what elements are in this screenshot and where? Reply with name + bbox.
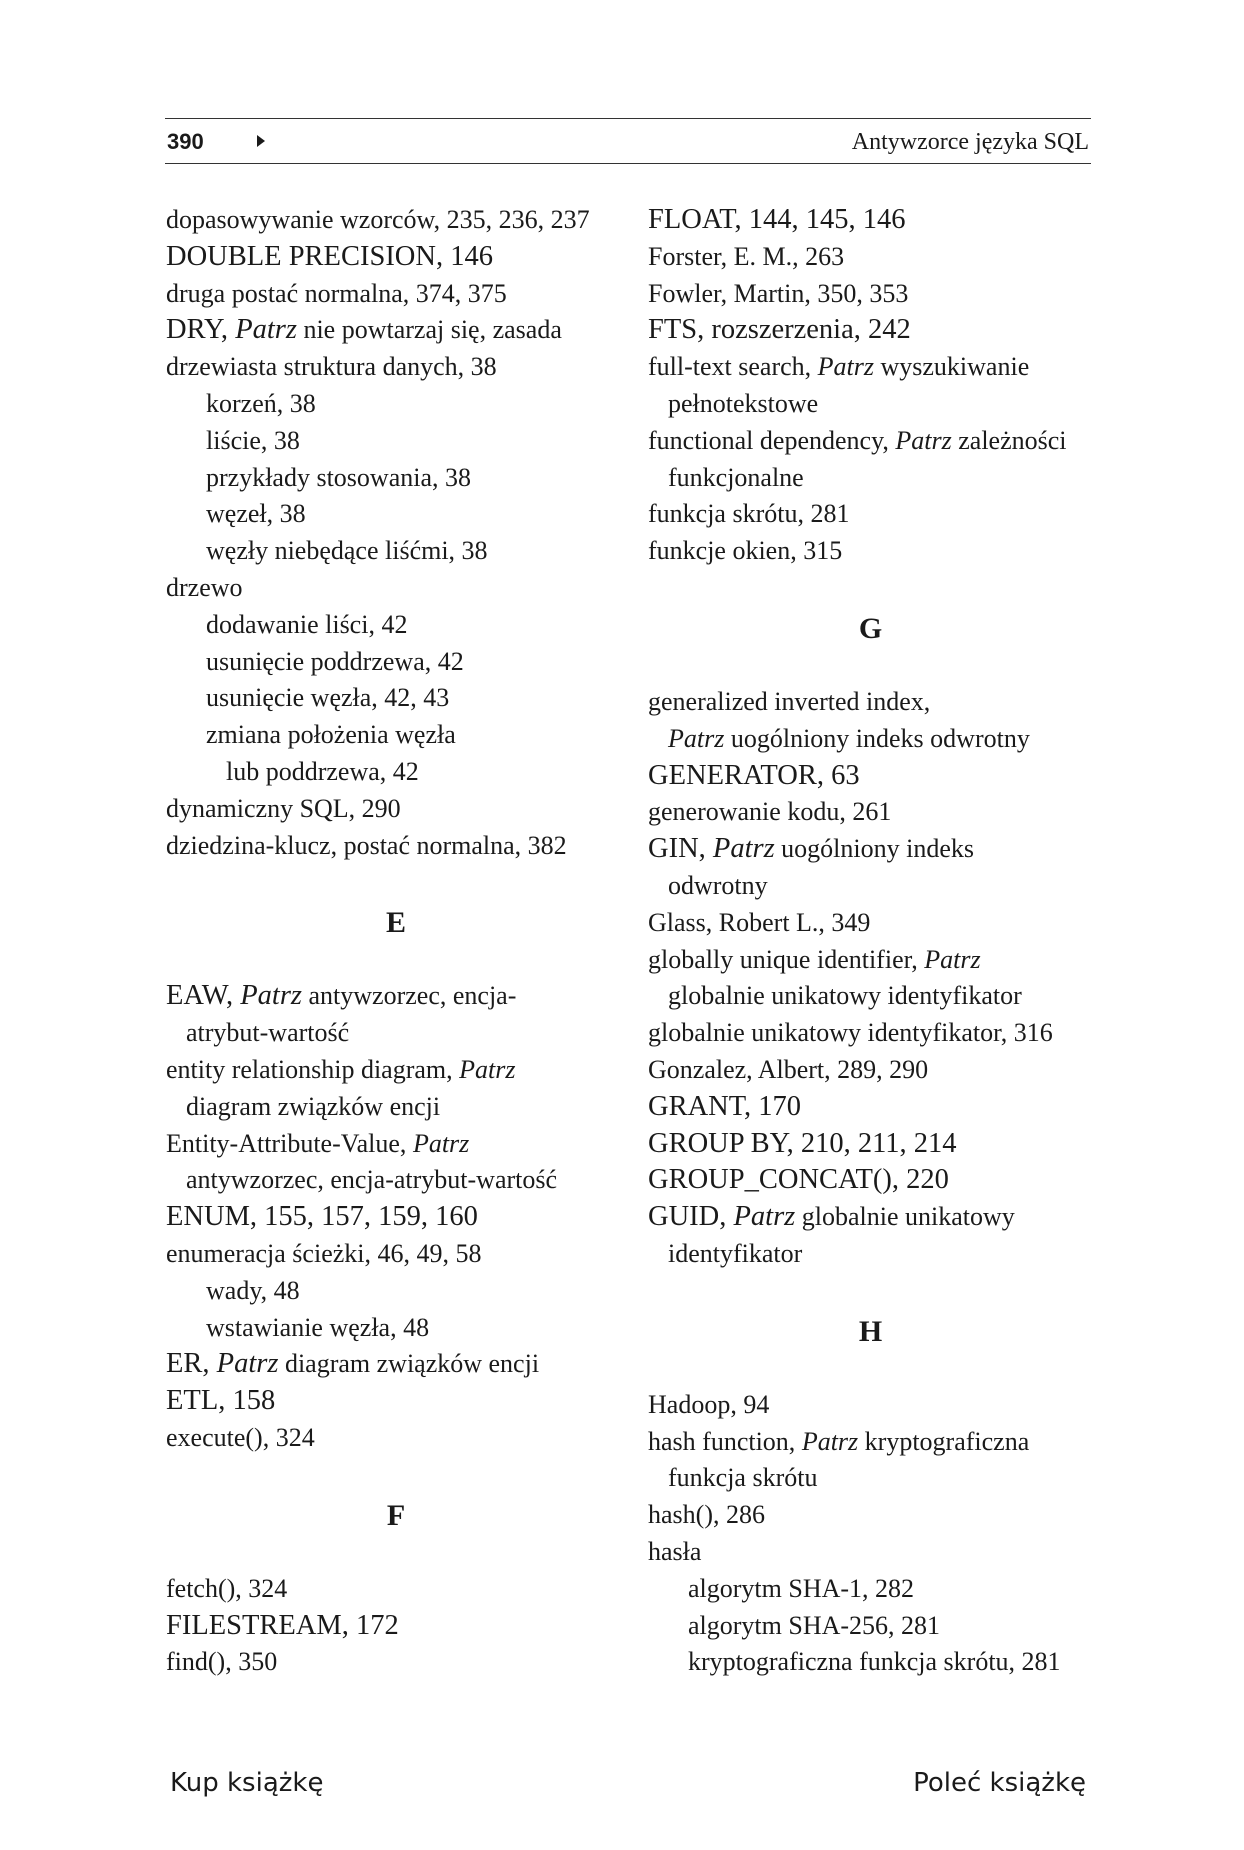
index-subentry: wady, 48 xyxy=(206,1275,300,1305)
entry-term: EAW, xyxy=(166,980,241,1012)
see-reference: Patrz xyxy=(412,1128,470,1158)
index-entry: Gonzalez, Albert, 289, 290 xyxy=(648,1054,929,1084)
entry-term: functional dependency, xyxy=(648,425,896,455)
index-entry: drzewo xyxy=(166,572,243,602)
index-entry: dynamiczny SQL, 290 xyxy=(166,793,401,823)
index-entry: Glass, Robert L., 349 xyxy=(648,907,871,937)
index-entry: druga postać normalna, 374, 375 xyxy=(166,278,507,308)
entry-term: globally unique identifier, xyxy=(648,944,925,974)
entry-term: hash function, xyxy=(648,1426,802,1456)
index-entry: Forster, E. M., 263 xyxy=(648,241,845,271)
index-entry: drzewiasta struktura danych, 38 xyxy=(166,352,497,382)
see-reference: Patrz xyxy=(817,352,874,382)
entry-term: entity relationship diagram, xyxy=(166,1054,460,1084)
see-target: diagram związków encji xyxy=(278,1349,540,1379)
index-subentry xyxy=(648,721,1093,758)
index-entry xyxy=(166,978,626,1015)
see-target: antywzorzec, encja- xyxy=(302,981,517,1011)
index-entry: execute(), 324 xyxy=(166,1422,315,1452)
index-subentry: węzły niebędące liśćmi, 38 xyxy=(206,536,488,566)
entry-term: full-text search, xyxy=(648,352,818,382)
section-letter: F xyxy=(386,1498,406,1532)
index-entry: DOUBLE PRECISION, 146 xyxy=(166,240,493,272)
see-reference: Patrz xyxy=(235,314,297,346)
index-subentry: funkcja skrótu xyxy=(668,1463,818,1493)
see-target: wyszukiwanie xyxy=(874,352,1030,382)
index-subentry: diagram związków encji xyxy=(186,1091,441,1121)
section-letter: G xyxy=(858,611,883,645)
index-entry: ETL, 158 xyxy=(166,1385,276,1417)
see-reference: Patrz xyxy=(712,833,775,865)
index-entry: hash(), 286 xyxy=(648,1500,765,1530)
index-subentry: algorytm SHA-1, 282 xyxy=(688,1573,915,1603)
see-target: globalnie unikatowy xyxy=(795,1202,1015,1232)
index-subentry: dodawanie liści, 42 xyxy=(206,609,408,639)
index-subentry: odwrotny xyxy=(668,870,768,900)
index-subentry: algorytm SHA-256, 281 xyxy=(688,1610,941,1640)
index-subentry: atrybut-wartość xyxy=(186,1018,350,1048)
index-entry xyxy=(648,1424,1093,1461)
index-entry: funkcje okien, 315 xyxy=(648,536,843,566)
index-subentry: pełnotekstowe xyxy=(668,388,819,418)
see-target: uogólniony indeks odwrotny xyxy=(724,723,1030,753)
index-subentry: zmiana położenia węzła xyxy=(206,720,456,750)
index-entry: hasła xyxy=(648,1536,702,1566)
index-subentry: kryptograficzna funkcja skrótu, 281 xyxy=(688,1647,1061,1677)
index-entry: GROUP_CONCAT(), 220 xyxy=(648,1164,949,1196)
index-entry xyxy=(166,1052,626,1089)
entry-term: Entity-Attribute-Value, xyxy=(166,1128,413,1158)
index-entry xyxy=(166,1126,626,1163)
page-number: 390 xyxy=(167,129,204,154)
index-entry: find(), 350 xyxy=(166,1647,278,1677)
index-subentry: korzeń, 38 xyxy=(206,388,316,418)
entry-term: GUID, xyxy=(648,1201,734,1233)
index-entry: globalnie unikatowy identyfikator, 316 xyxy=(648,1018,1053,1048)
running-header xyxy=(165,118,1091,164)
see-target: zależności xyxy=(951,425,1067,455)
see-reference: Patrz xyxy=(801,1426,859,1456)
see-reference: Patrz xyxy=(733,1201,796,1233)
recommend-book-link[interactable]: Poleć książkę xyxy=(913,1768,1086,1798)
see-reference: Patrz xyxy=(459,1054,516,1084)
see-target: nie powtarzaj się, zasada xyxy=(296,315,562,345)
index-entry: Hadoop, 94 xyxy=(648,1389,770,1419)
index-entry: GRANT, 170 xyxy=(648,1090,802,1122)
index-entry: dziedzina-klucz, postać normalna, 382 xyxy=(166,830,567,860)
index-entry xyxy=(166,312,626,349)
index-subentry: usunięcie węzła, 42, 43 xyxy=(206,683,450,713)
index-subentry: funkcjonalne xyxy=(668,462,804,492)
index-entry: dopasowywanie wzorców, 235, 236, 237 xyxy=(166,205,590,234)
section-letter: H xyxy=(858,1314,883,1348)
buy-book-link[interactable]: Kup książkę xyxy=(170,1768,324,1798)
index-entry: enumeracja ścieżki, 46, 49, 58 xyxy=(166,1238,482,1268)
see-reference: Patrz xyxy=(240,980,303,1012)
index-entry: Fowler, Martin, 350, 353 xyxy=(648,278,909,308)
index-subentry: węzeł, 38 xyxy=(206,499,306,529)
index-entry xyxy=(648,423,1093,460)
index-entry xyxy=(648,1199,1093,1236)
index-entry: GENERATOR, 63 xyxy=(648,759,860,791)
index-entry: fetch(), 324 xyxy=(166,1573,288,1603)
entry-term: ER, xyxy=(166,1348,217,1380)
index-entry xyxy=(648,349,1093,386)
index-subentry: liście, 38 xyxy=(206,425,300,455)
index-entry: FTS, rozszerzenia, 242 xyxy=(648,314,911,346)
index-entry: ENUM, 155, 157, 159, 160 xyxy=(166,1201,478,1233)
triangle-right-icon xyxy=(257,135,265,147)
index-entry: FILESTREAM, 172 xyxy=(166,1609,399,1641)
see-reference: Patrz xyxy=(216,1348,279,1380)
running-title: Antywzorce języka SQL xyxy=(851,129,1089,155)
index-entry: GROUP BY, 210, 211, 214 xyxy=(648,1127,957,1159)
section-letter: E xyxy=(385,906,406,940)
index-subentry: usunięcie poddrzewa, 42 xyxy=(206,646,464,676)
index-subentry: identyfikator xyxy=(668,1238,803,1268)
index-entry: generowanie kodu, 261 xyxy=(648,797,892,827)
index-entry xyxy=(648,942,1093,979)
index-entry: generalized inverted index, xyxy=(648,686,931,716)
index-subentry: wstawianie węzła, 48 xyxy=(206,1312,430,1342)
index-entry: funkcja skrótu, 281 xyxy=(648,499,850,529)
index-column-left xyxy=(166,202,626,1681)
see-reference: Patrz xyxy=(924,944,981,974)
index-entry xyxy=(166,1346,626,1383)
index-entry: FLOAT, 144, 145, 146 xyxy=(648,204,906,235)
entry-term: GIN, xyxy=(648,833,713,865)
index-subentry: lub poddrzewa, 42 xyxy=(226,756,419,786)
index-subentry: antywzorzec, encja-atrybut-wartość xyxy=(186,1165,558,1195)
index-subentry: globalnie unikatowy identyfikator xyxy=(668,981,1022,1011)
entry-term: DRY, xyxy=(166,314,236,346)
index-column-right xyxy=(648,202,1093,1681)
see-reference: Patrz xyxy=(895,425,952,455)
see-reference: Patrz xyxy=(668,723,725,753)
see-target: uogólniony indeks xyxy=(774,834,975,864)
index-subentry: przykłady stosowania, 38 xyxy=(206,462,472,492)
index-entry xyxy=(648,831,1093,868)
see-target: kryptograficzna xyxy=(858,1426,1030,1456)
